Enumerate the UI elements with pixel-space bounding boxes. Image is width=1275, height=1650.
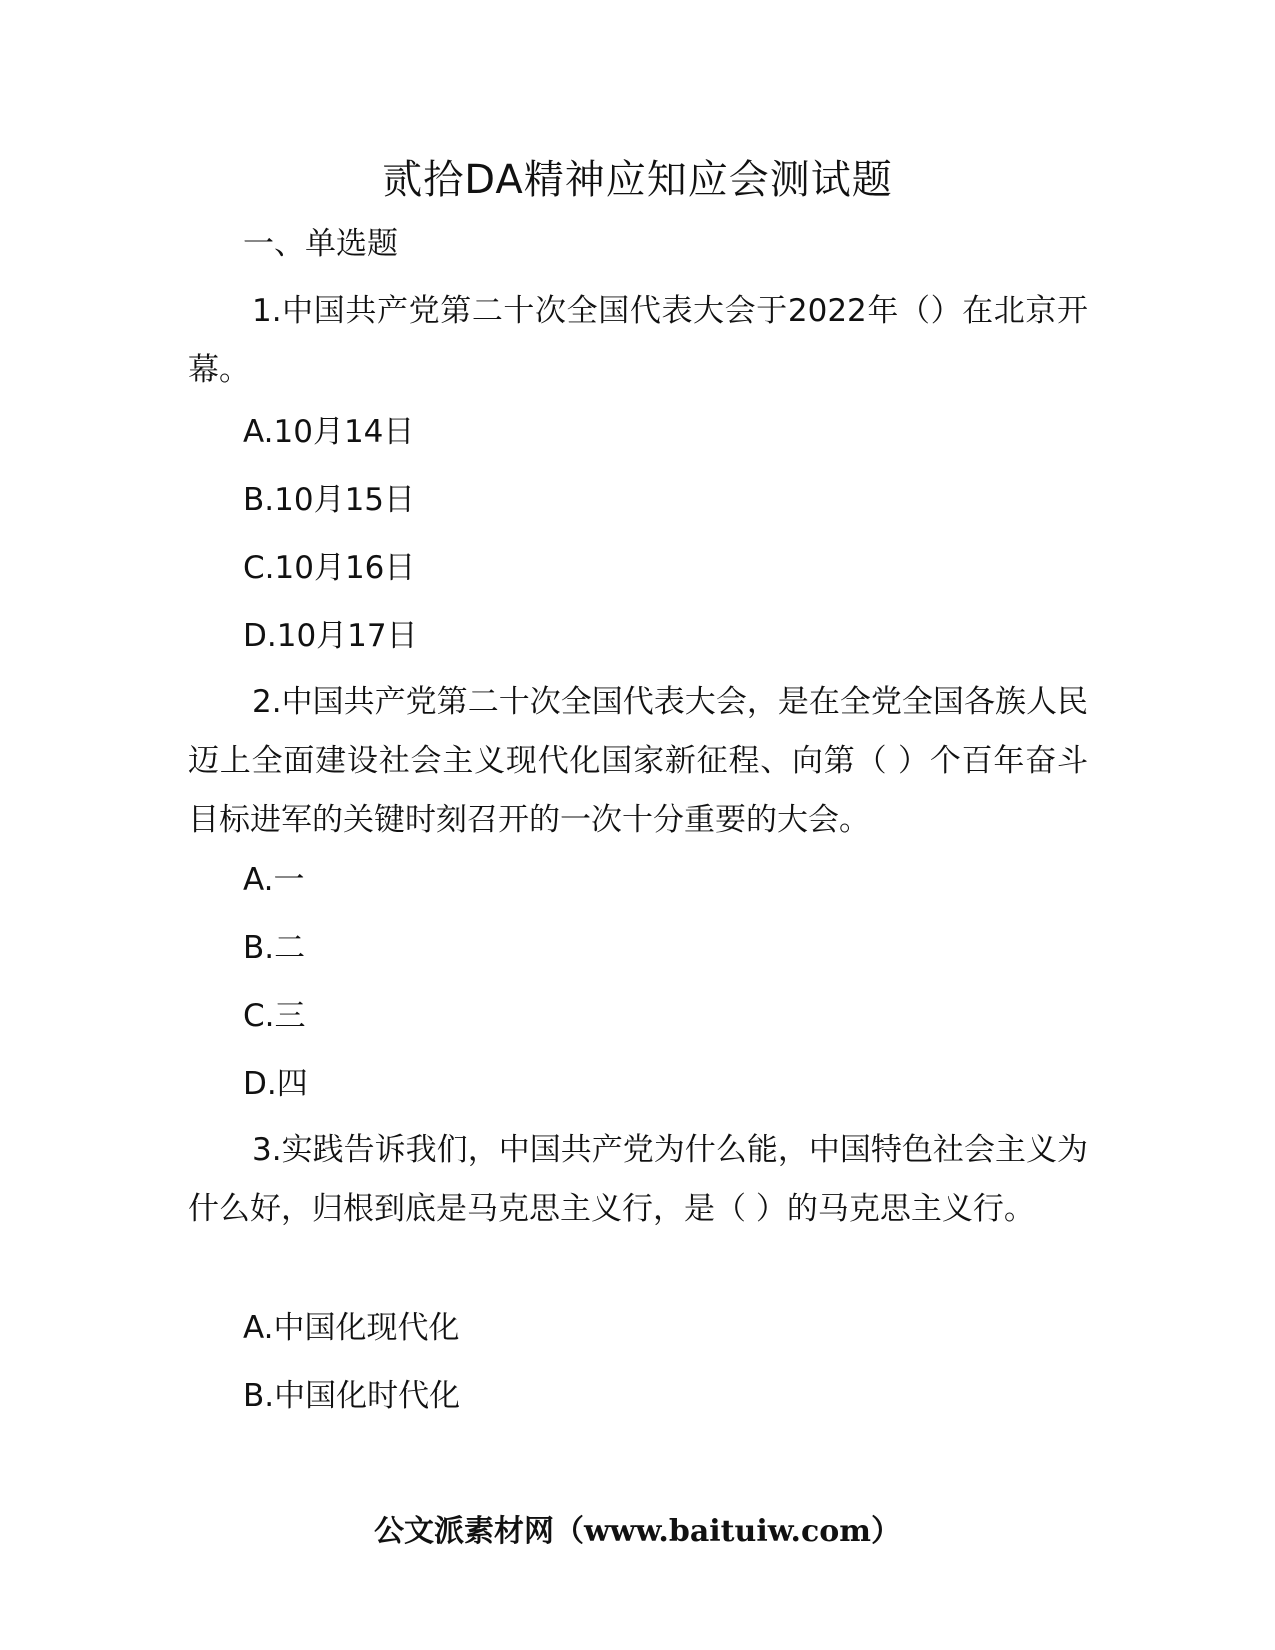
question-3-option-b: B.中国化时代化	[243, 1378, 461, 1414]
question-2-option-b: B.二	[243, 930, 306, 966]
question-1-option-c: C.10月16日	[243, 550, 416, 586]
document-title: 贰拾DA精神应知应会测试题	[382, 157, 893, 203]
section-heading: 一、单选题	[243, 226, 398, 262]
question-3-text: 3.实践告诉我们，中国共产党为什么能，中国特色社会主义为什么好，归根到底是马克思主义行，是（ ）的马克思主义行。	[188, 1132, 1088, 1227]
question-2-text: 2.中国共产党第二十次全国代表大会，是在全党全国各族人民迈上全面建设社会主义现代化国家新征程、向第（ ）个百年奋斗目标进军的关键时刻召开的一次十分重要的大会。	[188, 684, 1088, 838]
question-2-option-d: D.四	[243, 1066, 308, 1102]
question-1-option-d: D.10月17日	[243, 618, 418, 654]
question-1-option-b: B.10月15日	[243, 482, 416, 518]
question-2-option-c: C.三	[243, 998, 306, 1034]
question-2-option-a: A.一	[243, 862, 305, 898]
question-1-option-a: A.10月14日	[243, 414, 415, 450]
question-3-option-a: A.中国化现代化	[243, 1310, 460, 1346]
footer-source: 公文派素材网（www.baituiw.com）	[373, 1514, 902, 1549]
question-1-text: 1.中国共产党第二十次全国代表大会于2022年（）在北京开幕。	[188, 293, 1088, 388]
